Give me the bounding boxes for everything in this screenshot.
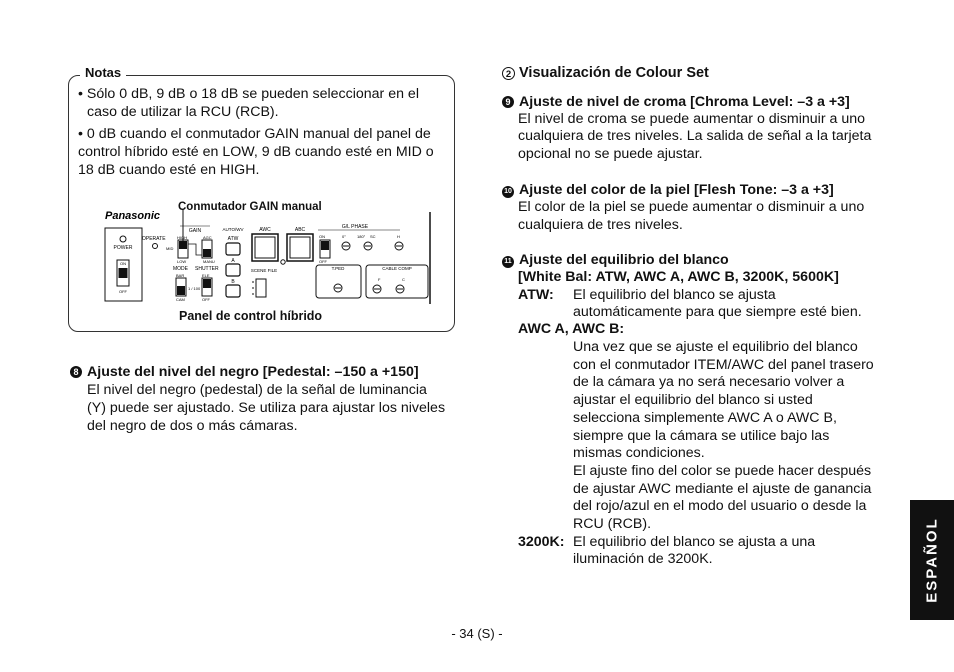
- gain-label: GAIN: [188, 228, 202, 234]
- item-8-line-3: del negro de dos o más cámaras.: [87, 418, 298, 434]
- svg-text:SC: SC: [370, 234, 376, 239]
- item-8-number: 8: [70, 366, 82, 378]
- language-tab: [910, 500, 954, 620]
- item-9-line-3: opcional no se puede ajustar.: [518, 146, 703, 162]
- note-bullet-2-line-3: 18 dB cuando esté en HIGH.: [78, 162, 260, 178]
- awc-line: ajustar el equilibrio del blanco si usted: [573, 392, 813, 408]
- item-11-number: 11: [502, 256, 514, 268]
- item-10-line-1: El color de la piel se puede aumentar o disminuir a uno: [518, 199, 865, 215]
- svg-text:AGC: AGC: [203, 235, 212, 240]
- svg-text:F: F: [378, 277, 381, 282]
- awc-line: mismas condiciones.: [573, 445, 705, 461]
- awc-line: RCU (RCB).: [573, 516, 652, 532]
- awc-line: selecciona simplemente AWC A o AWC B,: [573, 410, 837, 426]
- item-9-line-2: cualquiera de tres niveles. La salida de señal a la tarjeta: [518, 128, 872, 144]
- svg-text:ON: ON: [319, 234, 325, 239]
- svg-text:OFF: OFF: [119, 289, 127, 294]
- svg-text:SCENE FILE: SCENE FILE: [250, 268, 278, 273]
- section-2-heading: 2 Visualización de Colour Set: [502, 64, 709, 82]
- item-11-title-2: [White Bal: ATW, AWC A, AWC B, 3200K, 5600K]: [518, 269, 839, 285]
- k3200-line-1: El equilibrio del blanco se ajusta a una: [573, 534, 816, 550]
- svg-text:ON: ON: [120, 261, 126, 266]
- atw-line-2: automáticamente para que siempre esté bien.: [573, 304, 862, 320]
- svg-text:0°: 0°: [342, 234, 346, 239]
- svg-text:B: B: [231, 279, 235, 285]
- svg-text:SHUTTER: SHUTTER: [195, 266, 219, 272]
- awc-label: AWC A, AWC B:: [518, 321, 625, 337]
- atw-label: ATW:: [518, 287, 554, 303]
- svg-text:HIGH: HIGH: [177, 235, 187, 240]
- figure-caption: Panel de control híbrido: [179, 309, 323, 323]
- svg-text:A: A: [231, 258, 235, 264]
- svg-text:BAR: BAR: [176, 273, 185, 278]
- svg-text:G/L PHASE: G/L PHASE: [341, 224, 369, 230]
- hybrid-panel-illustration: [100, 208, 436, 306]
- section-2-number: 2: [502, 67, 515, 80]
- awc-line: de la cámara ya no será necesario volver a: [573, 374, 845, 390]
- awc-line: Una vez que se ajuste el equilibrio del blanco: [573, 339, 858, 355]
- svg-text:CABLE COMP: CABLE COMP: [382, 266, 412, 271]
- awc-line: del rojo/azul en el modo del usuario o desde la: [573, 498, 867, 514]
- item-8-title: 8 Ajuste del nivel del negro [Pedestal: –150 a +150]: [70, 363, 419, 381]
- item-9-number: 9: [502, 96, 514, 108]
- note-bullet-1-line-1: • Sólo 0 dB, 9 dB o 18 dB se pueden seleccionar en el: [78, 86, 419, 102]
- note-bullet-2-line-1: • 0 dB cuando el conmutador GAIN manual del panel de: [78, 126, 431, 142]
- note-bullet-1-line-2: caso de utilizar la RCU (RCB).: [87, 104, 279, 120]
- item-11-title-1: 11 Ajuste del equilibrio del blanco: [502, 251, 729, 269]
- k3200-label: 3200K:: [518, 534, 565, 550]
- item-9-title: 9 Ajuste de nivel de croma [Chroma Level: –3 a +3]: [502, 93, 850, 111]
- svg-text:ATW: ATW: [227, 236, 239, 242]
- operate-label: OPERATE: [142, 236, 166, 242]
- k3200-line-2: iluminación de 3200K.: [573, 551, 713, 567]
- atw-line-1: El equilibrio del blanco se ajusta: [573, 287, 776, 303]
- item-8-line-1: El nivel del negro (pedestal) de la señal de luminancia: [87, 382, 427, 398]
- svg-text:C: C: [402, 277, 405, 282]
- svg-text:MANU: MANU: [203, 259, 215, 264]
- svg-text:ELE: ELE: [202, 273, 210, 278]
- item-10-title: 10 Ajuste del color de la piel [Flesh Tone: –3 a +3]: [502, 181, 834, 199]
- awc-line: El ajuste fino del color se puede hacer después: [573, 463, 872, 479]
- svg-text:AUTO/WV: AUTO/WV: [222, 227, 244, 232]
- svg-text:T.PED: T.PED: [331, 266, 345, 271]
- svg-text:CAM: CAM: [176, 297, 185, 302]
- svg-text:AWC: AWC: [259, 227, 271, 233]
- svg-text:MID: MID: [166, 246, 174, 251]
- item-8-line-2: (Y) puede ser ajustado. Se utiliza para ajustar los niveles: [87, 400, 446, 416]
- svg-text:OFF: OFF: [319, 259, 327, 264]
- svg-text:ABC: ABC: [294, 227, 306, 233]
- panel-brand: Panasonic: [105, 210, 161, 222]
- item-10-number: 10: [502, 186, 514, 198]
- svg-text:LOW: LOW: [177, 259, 187, 264]
- svg-text:1 / 100: 1 / 100: [188, 286, 201, 291]
- notes-title: Notas: [80, 65, 126, 80]
- svg-text:OFF: OFF: [202, 297, 210, 302]
- item-10-line-2: cualquiera de tres niveles.: [518, 217, 683, 233]
- power-label: POWER: [113, 245, 133, 251]
- figure-callout: Conmutador GAIN manual: [178, 201, 322, 213]
- awc-line: de ajustar AWC mediante el ajuste de ganancia: [573, 481, 872, 497]
- svg-text:MODE: MODE: [173, 266, 188, 272]
- svg-text:180°: 180°: [357, 234, 366, 239]
- item-9-line-1: El nivel de croma se puede aumentar o disminuir a uno: [518, 111, 865, 127]
- svg-text:H: H: [397, 234, 400, 239]
- awc-line: con el conmutador ITEM/AWC del panel trasero: [573, 357, 874, 373]
- language-tab-label: ESPAÑOL: [923, 517, 941, 603]
- awc-line: siempre que la cámara se utilice bajo las: [573, 428, 830, 444]
- note-bullet-2-line-2: control híbrido esté en LOW, 9 dB cuando esté en MID o: [78, 144, 434, 160]
- page-number: - 34 (S) -: [451, 626, 503, 641]
